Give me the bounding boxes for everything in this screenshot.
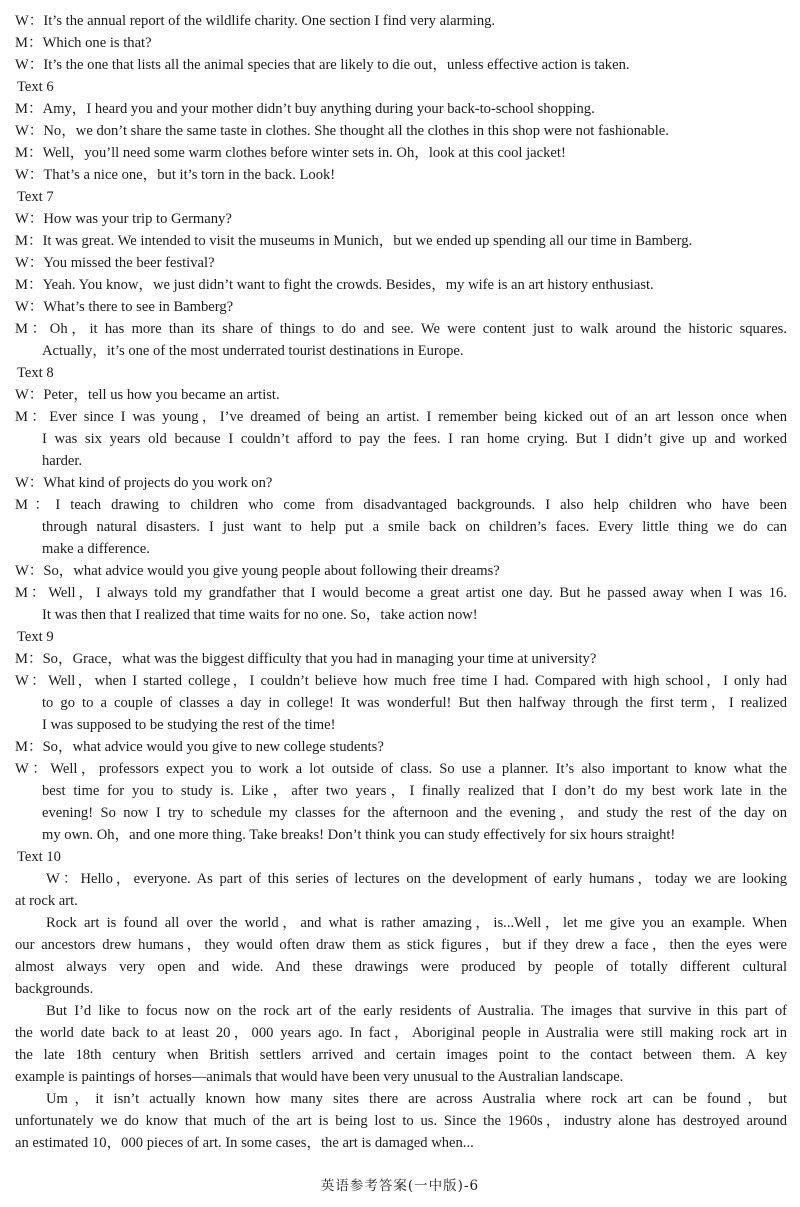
text-line: backgrounds. [15,981,94,997]
dialogue-turn [15,318,787,362]
text-line: W：How was your trip to Germany? [15,211,232,227]
paragraph [15,1000,787,1088]
dialogue-turn [15,296,787,318]
text-line: M：So，what advice would you give to new college students? [15,739,384,755]
text-line: M：Ever since I was young，I’ve dreamed of being an artist. I remember being kicked out of an art lesson once when [15,409,787,425]
text-line: Text 6 [17,79,54,95]
text-line: W：What’s there to see in Bamberg? [15,299,234,315]
text-line: I was supposed to be studying the rest of the time! [42,717,336,733]
dialogue-turn [15,230,787,252]
text-line: W：Peter，tell us how you became an artist. [15,387,280,403]
section-header [15,846,787,868]
text-line: It was then that I realized that time waits for no one. So，take action now! [42,607,478,623]
text-line: M：Oh，it has more than its share of things to do and see. We were content just to walk around the historic squares. [15,321,787,337]
text-line: Text 10 [17,849,61,865]
text-line: W：No，we don’t share the same taste in clothes. She thought all the clothes in this shop were not fashionable. [15,123,669,139]
paragraph [15,1088,787,1154]
paragraph [15,868,787,912]
dialogue-turn [15,648,787,670]
dialogue-turn [15,98,787,120]
text-line: M：Amy，I heard you and your mother didn’t buy anything during your back-to-school shopping. [15,101,595,117]
text-line: to go to a couple of classes a day in college! It was wonderful! But then halfway through the first term，I realized [42,695,787,711]
dialogue-turn [15,406,787,472]
text-line: Um，it isn’t actually known how many sites there are across Australia where rock art can be found，but [46,1091,787,1107]
text-line: I was six years old because I couldn’t afford to pay the fees. I ran home crying. But I didn’t give up and worked [42,431,787,447]
text-line: M：Well，I always told my grandfather that I would become a great artist one day. But he passed away when I was 16. [15,585,787,601]
text-line: M：I teach drawing to children who come from disadvantaged backgrounds. I also help children who have been [15,497,787,513]
dialogue-turn [15,164,787,186]
text-line: W：Well，when I started college，I couldn’t believe how much free time I had. Compared with high school，I only had [15,673,787,689]
dialogue-turn [15,208,787,230]
text-line: an estimated 10，000 pieces of art. In some cases，the art is damaged when... [15,1135,474,1151]
text-line: W：What kind of projects do you work on? [15,475,273,491]
text-line: Text 7 [17,189,54,205]
text-line: evening! So now I try to schedule my classes for the afternoon and the evening，and study the rest of the day on [42,805,787,821]
dialogue-turn [15,736,787,758]
section-header [15,76,787,98]
text-line: M：Which one is that? [15,35,152,51]
text-line: M：So，Grace，what was the biggest difficulty that you had in managing your time at university? [15,651,597,667]
text-line: M：It was great. We intended to visit the museums in Munich，but we ended up spending all our time in Bamberg. [15,233,693,249]
text-line: W：Hello，everyone. As part of this series of lectures on the development of early humans，today we are looking [46,871,787,887]
dialogue-turn [15,494,787,560]
dialogue-turn [15,274,787,296]
dialogue-turn [15,120,787,142]
text-line: the world date back to at least 20，000 years ago. In fact，Aboriginal people in Australia were still making rock art in [15,1025,787,1041]
text-line: But I’d like to focus now on the rock art of the early residents of Australia. The images that survive in this part of [46,1003,787,1019]
text-line: make a difference. [42,541,150,557]
text-line: at rock art. [15,893,78,909]
text-line: W：That’s a nice one，but it’s torn in the back. Look! [15,167,336,183]
text-line: unfortunately we do know that much of the art is being lost to us. Since the 1960s，industry alone has destroyed around [15,1113,787,1129]
text-line: example is paintings of horses—animals that would have been very unusual to the Australian landscape. [15,1069,624,1085]
text-line: W：It’s the annual report of the wildlife charity. One section I find very alarming. [15,13,496,29]
dialogue-turn [15,670,787,736]
text-line: W：You missed the beer festival? [15,255,215,271]
text-line: Text 8 [17,365,54,381]
text-line: best time for you to study is. Like，after two years，I finally realized that I don’t do my best work late in the [42,783,787,799]
dialogue-turn [15,560,787,582]
text-line: M：Well，you’ll need some warm clothes before winter sets in. Oh，look at this cool jacket! [15,145,566,161]
text-line: Text 9 [17,629,54,645]
section-header [15,362,787,384]
dialogue-turn [15,582,787,626]
paragraph [15,912,787,1000]
dialogue-turn [15,32,787,54]
dialogue-turn [15,384,787,406]
dialogue-turn [15,472,787,494]
text-line: W：So，what advice would you give young people about following their dreams? [15,563,500,579]
section-header [15,626,787,648]
dialogue-turn [15,54,787,76]
dialogue-turn [15,758,787,846]
text-line: Rock art is found all over the world，and what is rather amazing，is...Well，let me give you an example. When [46,915,787,931]
section-header [15,186,787,208]
text-line: the late 18th century when British settlers arrived and certain images point to the contact between them. A key [15,1047,787,1063]
text-line: through natural disasters. I just want to help put a smile back on children’s faces. Every little thing we do can [42,519,787,535]
page-footer: 英语参考答案(一中版)-6 [320,1178,480,1194]
text-line: our ancestors drew humans，they would often draw them as stick figures，but if they drew a face，then the eyes were [15,937,787,953]
text-line: W：Well，professors expect you to work a lot outside of class. So use a planner. It’s also important to know what the [15,761,787,777]
dialogue-turn [15,142,787,164]
text-line: my own. Oh，and one more thing. Take breaks! Don’t think you can study effectively for six hours straight! [42,827,676,843]
dialogue-turn [15,252,787,274]
text-line: harder. [42,453,83,469]
text-line: W：It’s the one that lists all the animal species that are likely to die out，unless effective action is taken. [15,57,630,73]
text-line: M：Yeah. You know，we just didn’t want to fight the crowds. Besides，my wife is an art history enthusiast. [15,277,654,293]
text-line: Actually，it’s one of the most underrated tourist destinations in Europe. [42,343,464,359]
dialogue-turn [15,10,787,32]
text-line: almost always very open and wide. And these drawings were produced by people of totally different cultural [15,959,787,975]
